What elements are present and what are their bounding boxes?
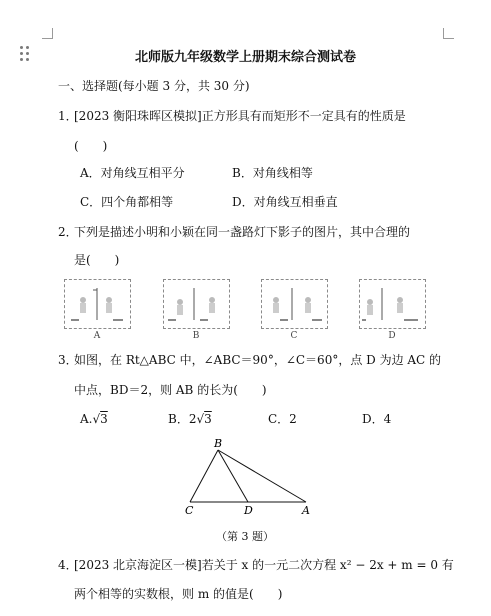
point-label-d: D xyxy=(244,504,253,517)
q3-option-a-prefix: A. xyxy=(80,412,93,426)
q1-option-d: D．对角线互相垂直 xyxy=(232,195,338,209)
lamp-scene-illustration xyxy=(262,280,327,328)
q3-option-a xyxy=(80,411,108,427)
q3-triangle-figure xyxy=(178,436,328,518)
q3-text: 如图，在 Rt△ABC 中，∠ABC＝90°，∠C＝60°，点 D 为边 AC 的 xyxy=(74,353,442,367)
q4-text-continued: 两个相等的实数根，则 m 的值是( ) xyxy=(74,587,283,601)
lamp-scene-illustration xyxy=(360,280,425,328)
q1-blank: ( ) xyxy=(74,139,108,153)
q4-number: 4． xyxy=(58,558,78,572)
lamp-scene-illustration xyxy=(164,280,229,328)
point-label-c: C xyxy=(185,504,194,517)
q3-option-c: C．2 xyxy=(268,412,297,426)
q2-panel-label-d: D xyxy=(388,331,396,341)
sqrt-icon: √ xyxy=(196,412,205,426)
triangle-median-bd xyxy=(218,450,248,502)
q3-option-b-prefix: B．2 xyxy=(168,412,197,426)
q2-figure-panel-b xyxy=(163,279,230,329)
q2-panel-label-b: B xyxy=(192,331,200,341)
q1-number: 1． xyxy=(58,109,78,123)
q2-panel-label-a: A xyxy=(93,331,101,341)
point-label-b: B xyxy=(214,437,223,450)
q3-number: 3． xyxy=(58,353,78,367)
q3-option-d: D．4 xyxy=(362,412,392,426)
section-heading: 一、选择题(每小题 3 分，共 30 分) xyxy=(58,79,250,93)
q3-text-continued: 中点，BD＝2，则 AB 的长为( ) xyxy=(74,383,267,397)
q1-text: [2023 衡阳珠晖区模拟]正方形具有而矩形不一定具有的性质是 xyxy=(74,109,406,123)
q3-option-b xyxy=(168,411,212,427)
q3-option-b-radicand: 3 xyxy=(204,412,212,426)
triangle-side-ba xyxy=(218,450,306,502)
q3-figure-caption: （第 3 题） xyxy=(216,530,274,543)
q1-option-a: A．对角线互相平分 xyxy=(80,166,185,180)
point-label-a: A xyxy=(302,504,310,517)
q2-text: 下列是描述小明和小颖在同一盏路灯下影子的图片，其中合理的 xyxy=(74,225,411,239)
q2-text-continued: 是( ) xyxy=(74,253,120,267)
q1-option-b: B．对角线相等 xyxy=(232,166,313,180)
document-title: 北师版九年级数学上册期末综合测试卷 xyxy=(134,50,356,65)
q2-panel-label-c: C xyxy=(290,331,298,341)
q1-option-c: C．四个角都相等 xyxy=(80,195,174,209)
lamp-scene-illustration xyxy=(65,280,130,328)
q2-figure-panel-c xyxy=(261,279,328,329)
page-corner-top-right xyxy=(443,28,454,39)
q3-option-a-radicand: 3 xyxy=(100,412,108,426)
q4-text: [2023 北京海淀区一模]若关于 x 的一元二次方程 x² − 2x + m = 0 有 xyxy=(74,558,454,572)
q2-number: 2． xyxy=(58,225,78,239)
sqrt-icon: √ xyxy=(92,412,101,426)
triangle-side-bc xyxy=(190,450,218,502)
q2-figure-panel-a xyxy=(64,279,131,329)
q2-figure-panel-d xyxy=(359,279,426,329)
page-corner-top-left xyxy=(42,28,53,39)
